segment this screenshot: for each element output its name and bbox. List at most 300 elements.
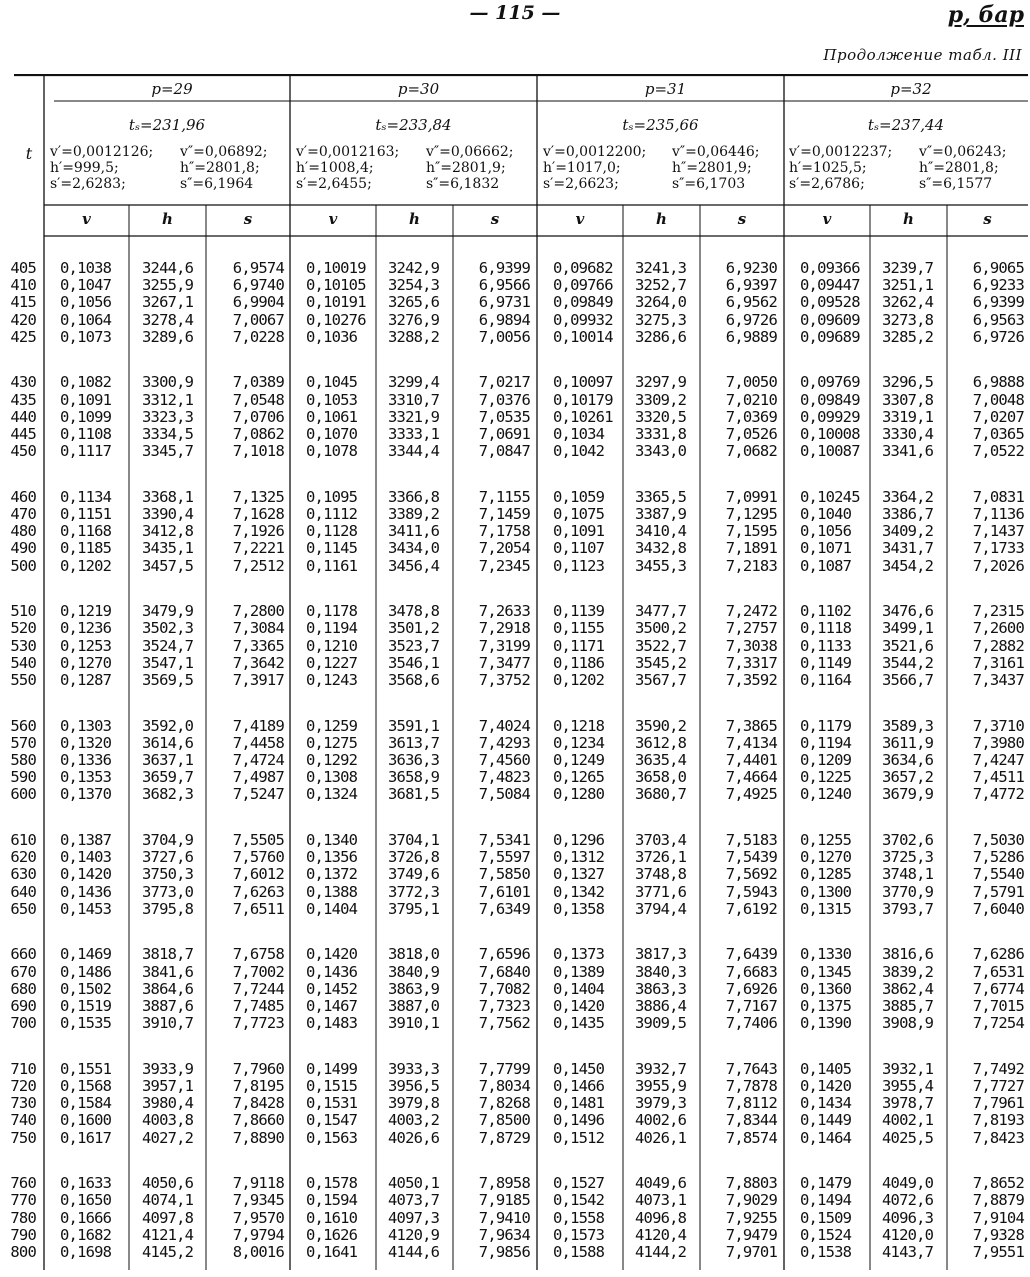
value-cell-h: 3432,8 <box>635 539 687 558</box>
value-cell-h: 3501,2 <box>388 619 440 638</box>
value-cell-s: 7,3161 <box>972 653 1024 672</box>
value-cell-h: 3500,2 <box>635 619 687 638</box>
value-cell-s: 7,2800 <box>232 602 284 621</box>
value-cell-h: 3262,4 <box>882 293 934 312</box>
value-cell-v: 0,1600 <box>60 1111 112 1130</box>
value-cell-s: 7,1325 <box>232 487 284 506</box>
value-cell-v: 0,1404 <box>553 979 605 998</box>
value-cell-s: 7,9104 <box>972 1208 1024 1227</box>
value-cell-h: 4003,2 <box>388 1111 440 1130</box>
value-cell-v: 0,1578 <box>306 1174 358 1193</box>
value-cell-v: 0,1091 <box>553 522 605 541</box>
value-cell-h: 3933,3 <box>388 1059 440 1078</box>
table-row <box>10 1225 1028 1244</box>
value-cell-h: 4121,4 <box>142 1225 194 1244</box>
value-cell-v: 0,1107 <box>553 539 605 558</box>
value-cell-h: 3839,2 <box>882 962 934 981</box>
value-cell-v: 0,1219 <box>60 602 112 621</box>
value-cell-h: 3365,5 <box>635 487 687 506</box>
value-cell-v: 0,1535 <box>60 1014 112 1033</box>
value-cell-s: 7,6439 <box>725 945 777 964</box>
value-cell-s: 7,6758 <box>232 945 284 964</box>
value-cell-h: 3908,9 <box>882 1014 934 1033</box>
value-cell-h: 3242,9 <box>388 259 440 277</box>
value-cell-s: 7,9794 <box>232 1225 284 1244</box>
value-cell-v: 0,1584 <box>60 1094 112 1113</box>
value-cell-v: 0,1249 <box>553 750 605 769</box>
table-row <box>10 1128 1028 1147</box>
value-cell-v: 0,10191 <box>306 293 366 312</box>
value-cell-v: 0,1270 <box>60 653 112 672</box>
value-cell-h: 4026,1 <box>635 1128 687 1147</box>
value-cell-s: 7,3710 <box>972 716 1024 735</box>
value-cell-v: 0,1236 <box>60 619 112 638</box>
table-row <box>10 882 1028 901</box>
temperature-cell: 490 <box>10 539 36 558</box>
value-cell-h: 3478,8 <box>388 602 440 621</box>
temperature-cell: 670 <box>10 962 36 981</box>
temperature-cell: 790 <box>10 1225 36 1244</box>
value-cell-v: 0,1139 <box>553 602 605 621</box>
value-cell-s: 6,9574 <box>232 259 284 277</box>
temperature-cell: 460 <box>10 487 36 506</box>
value-cell-v: 0,1403 <box>60 848 112 867</box>
table-row <box>10 276 1028 295</box>
row-group <box>10 1059 1028 1147</box>
value-cell-v: 0,10179 <box>553 390 613 409</box>
value-cell-s: 7,4511 <box>972 768 1024 787</box>
table-row <box>10 1174 1028 1193</box>
value-cell-v: 0,1486 <box>60 962 112 981</box>
value-cell-s: 7,8195 <box>232 1076 284 1095</box>
value-cell-s: 7,2221 <box>232 539 284 558</box>
value-cell-s: 7,4293 <box>478 733 530 752</box>
value-cell-s: 7,7799 <box>478 1059 530 1078</box>
value-cell-s: 7,3752 <box>478 670 530 689</box>
value-cell-s: 7,8958 <box>478 1174 530 1193</box>
temperature-cell: 530 <box>10 636 36 655</box>
value-cell-v: 0,1342 <box>553 882 605 901</box>
value-cell-h: 3330,4 <box>882 424 934 443</box>
value-cell-v: 0,10097 <box>553 373 613 392</box>
value-cell-s: 7,7082 <box>478 979 530 998</box>
value-cell-h: 3522,7 <box>635 636 687 655</box>
value-cell-v: 0,09366 <box>800 259 860 277</box>
value-cell-s: 7,8500 <box>478 1111 530 1130</box>
value-cell-v: 0,1327 <box>553 865 605 884</box>
column-header-v: v <box>822 210 832 228</box>
value-cell-v: 0,1259 <box>306 716 358 735</box>
value-cell-v: 0,1542 <box>553 1191 605 1210</box>
value-cell-v: 0,1275 <box>306 733 358 752</box>
value-cell-h: 3772,3 <box>388 882 440 901</box>
value-cell-v: 0,1034 <box>553 424 605 443</box>
temperature-cell: 415 <box>10 293 36 312</box>
temperature-cell: 510 <box>10 602 36 621</box>
value-cell-v: 0,1375 <box>800 996 852 1015</box>
value-cell-h: 3682,3 <box>142 785 194 804</box>
value-cell-h: 3679,9 <box>882 785 934 804</box>
temperature-cell: 760 <box>10 1174 36 1193</box>
value-cell-v: 0,09682 <box>553 259 613 277</box>
value-cell-s: 7,4925 <box>725 785 777 804</box>
value-cell-h: 3680,7 <box>635 785 687 804</box>
value-cell-h: 3300,9 <box>142 373 194 392</box>
value-cell-h: 4027,2 <box>142 1128 194 1147</box>
value-cell-v: 0,09929 <box>800 407 860 426</box>
value-cell-v: 0,1112 <box>306 504 358 523</box>
value-cell-s: 7,0535 <box>478 407 530 426</box>
table-row <box>10 1242 1028 1261</box>
value-cell-s: 7,6926 <box>725 979 777 998</box>
value-cell-v: 0,1194 <box>800 733 852 752</box>
value-cell-h: 3273,8 <box>882 310 934 329</box>
value-cell-h: 4144,6 <box>388 1242 440 1261</box>
value-cell-v: 0,1285 <box>800 865 852 884</box>
value-cell-h: 3477,7 <box>635 602 687 621</box>
saturation-temp-32: tₛ=237,44 <box>867 116 945 134</box>
value-cell-h: 3386,7 <box>882 504 934 523</box>
value-cell-v: 0,1036 <box>306 327 358 346</box>
value-cell-v: 0,1056 <box>800 522 852 541</box>
temperature-cell: 650 <box>10 899 36 918</box>
value-cell-s: 7,8574 <box>725 1128 777 1147</box>
value-cell-h: 3590,2 <box>635 716 687 735</box>
column-header-h: h <box>903 210 914 228</box>
value-cell-v: 0,1145 <box>306 539 358 558</box>
value-cell-h: 3254,3 <box>388 276 440 295</box>
value-cell-h: 3773,0 <box>142 882 194 901</box>
value-cell-v: 0,10014 <box>553 327 613 346</box>
value-cell-v: 0,1091 <box>60 390 112 409</box>
value-cell-h: 3795,1 <box>388 899 440 918</box>
value-cell-s: 7,0389 <box>232 373 284 392</box>
value-cell-v: 0,1073 <box>60 327 112 346</box>
value-cell-v: 0,1531 <box>306 1094 358 1113</box>
value-cell-s: 7,0050 <box>725 373 777 392</box>
value-cell-h: 3933,9 <box>142 1059 194 1078</box>
value-cell-v: 0,1370 <box>60 785 112 804</box>
value-cell-s: 7,3317 <box>725 653 777 672</box>
value-cell-s: 7,8423 <box>972 1128 1024 1147</box>
value-cell-s: 6,9399 <box>972 293 1024 312</box>
table-row <box>10 716 1028 735</box>
table-row <box>10 293 1028 312</box>
column-header-h: h <box>656 210 667 228</box>
value-cell-v: 0,1449 <box>800 1111 852 1130</box>
value-cell-h: 3251,1 <box>882 276 934 295</box>
value-cell-h: 3657,2 <box>882 768 934 787</box>
value-cell-h: 3265,6 <box>388 293 440 312</box>
temperature-cell: 590 <box>10 768 36 787</box>
value-cell-s: 7,1891 <box>725 539 777 558</box>
value-cell-h: 3613,7 <box>388 733 440 752</box>
value-cell-h: 4145,2 <box>142 1242 194 1261</box>
value-cell-h: 3241,3 <box>635 259 687 277</box>
temperature-cell: 540 <box>10 653 36 672</box>
temperature-cell: 610 <box>10 831 36 849</box>
row-group <box>10 373 1028 461</box>
table-row <box>10 1208 1028 1227</box>
temperature-cell: 410 <box>10 276 36 295</box>
value-cell-s: 7,6263 <box>232 882 284 901</box>
value-cell-s: 7,0056 <box>478 327 530 346</box>
value-cell-s: 7,1155 <box>478 487 530 506</box>
value-cell-h: 3333,1 <box>388 424 440 443</box>
saturation-left-32: v′=0,0012237; h′=1025,5; s′=2,6786; <box>789 144 893 192</box>
value-cell-h: 3980,4 <box>142 1094 194 1113</box>
value-cell-s: 7,3038 <box>725 636 777 655</box>
value-cell-s: 7,3917 <box>232 670 284 689</box>
value-cell-s: 7,8344 <box>725 1111 777 1130</box>
value-cell-h: 3366,8 <box>388 487 440 506</box>
value-cell-s: 7,5850 <box>478 865 530 884</box>
temperature-cell: 500 <box>10 556 36 575</box>
value-cell-s: 7,7323 <box>478 996 530 1015</box>
value-cell-s: 7,8803 <box>725 1174 777 1193</box>
value-cell-v: 0,1303 <box>60 716 112 735</box>
value-cell-v: 0,1087 <box>800 556 852 575</box>
value-cell-h: 3244,6 <box>142 259 194 277</box>
value-cell-s: 7,4134 <box>725 733 777 752</box>
value-cell-v: 0,1315 <box>800 899 852 918</box>
table-row <box>10 407 1028 426</box>
column-header-s: s <box>737 210 747 228</box>
temperature-cell: 710 <box>10 1059 36 1078</box>
table-row <box>10 1191 1028 1210</box>
temperature-cell: 730 <box>10 1094 36 1113</box>
value-cell-v: 0,09849 <box>553 293 613 312</box>
value-cell-v: 0,1227 <box>306 653 358 672</box>
temperature-cell: 450 <box>10 442 36 461</box>
value-cell-v: 0,1373 <box>553 945 605 964</box>
value-cell-v: 0,1420 <box>60 865 112 884</box>
value-cell-s: 7,7167 <box>725 996 777 1015</box>
value-cell-h: 3659,7 <box>142 768 194 787</box>
value-cell-v: 0,1296 <box>553 831 605 849</box>
saturation-left-31: v′=0,0012200; h′=1017,0; s′=2,6623; <box>543 144 647 192</box>
value-cell-h: 4003,8 <box>142 1111 194 1130</box>
value-cell-v: 0,1047 <box>60 276 112 295</box>
value-cell-v: 0,1265 <box>553 768 605 787</box>
value-cell-s: 7,7492 <box>972 1059 1024 1078</box>
unit-label: p, бар <box>947 2 1024 28</box>
value-cell-h: 3321,9 <box>388 407 440 426</box>
value-cell-s: 7,9570 <box>232 1208 284 1227</box>
value-cell-v: 0,1218 <box>553 716 605 735</box>
value-cell-s: 7,0522 <box>972 442 1024 461</box>
value-cell-v: 0,09447 <box>800 276 860 295</box>
row-group <box>10 831 1028 918</box>
value-cell-v: 0,1059 <box>553 487 605 506</box>
value-cell-v: 0,1356 <box>306 848 358 867</box>
value-cell-v: 0,1040 <box>800 504 852 523</box>
value-cell-v: 0,1360 <box>800 979 852 998</box>
value-cell-s: 7,9118 <box>232 1174 284 1193</box>
value-cell-s: 7,1628 <box>232 504 284 523</box>
value-cell-v: 0,1594 <box>306 1191 358 1210</box>
value-cell-v: 0,10105 <box>306 276 366 295</box>
value-cell-s: 7,7244 <box>232 979 284 998</box>
temperature-cell: 770 <box>10 1191 36 1210</box>
value-cell-s: 7,7961 <box>972 1094 1024 1113</box>
value-cell-h: 3770,9 <box>882 882 934 901</box>
column-header-s: s <box>243 210 253 228</box>
value-cell-h: 3285,2 <box>882 327 934 346</box>
value-cell-v: 0,1641 <box>306 1242 358 1261</box>
value-cell-v: 0,1405 <box>800 1059 852 1078</box>
value-cell-v: 0,1171 <box>553 636 605 655</box>
value-cell-h: 3681,5 <box>388 785 440 804</box>
value-cell-s: 7,0548 <box>232 390 284 409</box>
temperature-cell: 600 <box>10 785 36 804</box>
value-cell-v: 0,1340 <box>306 831 358 849</box>
value-cell-h: 3635,4 <box>635 750 687 769</box>
value-cell-v: 0,1420 <box>800 1076 852 1095</box>
table-row <box>10 865 1028 884</box>
value-cell-h: 3840,9 <box>388 962 440 981</box>
value-cell-h: 3307,8 <box>882 390 934 409</box>
value-cell-v: 0,1133 <box>800 636 852 655</box>
value-cell-v: 0,1280 <box>553 785 605 804</box>
value-cell-h: 3750,3 <box>142 865 194 884</box>
value-cell-s: 7,2345 <box>478 556 530 575</box>
value-cell-v: 0,09849 <box>800 390 860 409</box>
value-cell-s: 7,3199 <box>478 636 530 655</box>
value-cell-s: 7,6286 <box>972 945 1024 964</box>
value-cell-s: 6,9399 <box>478 259 530 277</box>
table-row <box>10 310 1028 329</box>
value-cell-v: 0,1466 <box>553 1076 605 1095</box>
value-cell-h: 3546,1 <box>388 653 440 672</box>
value-cell-h: 3319,1 <box>882 407 934 426</box>
value-cell-s: 7,8660 <box>232 1111 284 1130</box>
value-cell-s: 7,6531 <box>972 962 1024 981</box>
value-cell-s: 7,6192 <box>725 899 777 918</box>
table-row <box>10 487 1028 506</box>
value-cell-s: 7,0691 <box>478 424 530 443</box>
column-header-h: h <box>162 210 173 228</box>
temperature-cell: 560 <box>10 716 36 735</box>
row-group <box>10 602 1028 689</box>
value-cell-s: 7,7643 <box>725 1059 777 1078</box>
value-cell-s: 7,8193 <box>972 1111 1024 1130</box>
value-cell-v: 0,1118 <box>800 619 852 638</box>
value-cell-s: 7,0526 <box>725 424 777 443</box>
value-cell-h: 3886,4 <box>635 996 687 1015</box>
value-cell-s: 7,0847 <box>478 442 530 461</box>
value-cell-h: 3862,4 <box>882 979 934 998</box>
value-cell-h: 4049,0 <box>882 1174 934 1193</box>
value-cell-v: 0,09769 <box>800 373 860 392</box>
value-cell-s: 7,7878 <box>725 1076 777 1095</box>
value-cell-v: 0,1099 <box>60 407 112 426</box>
saturation-temp-29: tₛ=231,96 <box>128 116 206 134</box>
value-cell-h: 3569,5 <box>142 670 194 689</box>
value-cell-h: 3771,6 <box>635 882 687 901</box>
value-cell-s: 7,5791 <box>972 882 1024 901</box>
value-cell-s: 7,1926 <box>232 522 284 541</box>
pressure-header-29: p=29 <box>151 80 193 98</box>
value-cell-s: 7,6683 <box>725 962 777 981</box>
temperature-cell: 660 <box>10 945 36 964</box>
value-cell-v: 0,1499 <box>306 1059 358 1078</box>
value-cell-s: 7,1018 <box>232 442 284 461</box>
table-row <box>10 636 1028 655</box>
value-cell-v: 0,1194 <box>306 619 358 638</box>
value-cell-s: 7,9701 <box>725 1242 777 1261</box>
value-cell-v: 0,1389 <box>553 962 605 981</box>
value-cell-h: 4096,8 <box>635 1208 687 1227</box>
value-cell-h: 3589,3 <box>882 716 934 735</box>
value-cell-v: 0,1045 <box>306 373 358 392</box>
value-cell-h: 3566,7 <box>882 670 934 689</box>
value-cell-v: 0,1420 <box>553 996 605 1015</box>
value-cell-h: 3704,9 <box>142 831 194 849</box>
value-cell-v: 0,1496 <box>553 1111 605 1130</box>
value-cell-v: 0,09689 <box>800 327 860 346</box>
temperature-cell: 740 <box>10 1111 36 1130</box>
value-cell-v: 0,1481 <box>553 1094 605 1113</box>
value-cell-h: 4026,6 <box>388 1128 440 1147</box>
value-cell-h: 3568,6 <box>388 670 440 689</box>
value-cell-s: 7,8428 <box>232 1094 284 1113</box>
value-cell-v: 0,1450 <box>553 1059 605 1078</box>
value-cell-v: 0,1563 <box>306 1128 358 1147</box>
value-cell-v: 0,10008 <box>800 424 860 443</box>
value-cell-v: 0,1075 <box>553 504 605 523</box>
value-cell-s: 7,7002 <box>232 962 284 981</box>
value-cell-v: 0,1095 <box>306 487 358 506</box>
value-cell-h: 3334,5 <box>142 424 194 443</box>
value-cell-s: 7,5286 <box>972 848 1024 867</box>
value-cell-s: 7,4772 <box>972 785 1024 804</box>
value-cell-h: 3323,3 <box>142 407 194 426</box>
value-cell-h: 3345,7 <box>142 442 194 461</box>
value-cell-s: 6,9726 <box>725 310 777 329</box>
value-cell-s: 7,4024 <box>478 716 530 735</box>
value-cell-s: 6,9065 <box>972 259 1024 277</box>
value-cell-s: 7,7562 <box>478 1014 530 1033</box>
table-row <box>10 373 1028 392</box>
value-cell-s: 7,0682 <box>725 442 777 461</box>
table-row <box>10 327 1028 346</box>
value-cell-s: 7,6349 <box>478 899 530 918</box>
value-cell-s: 7,0369 <box>725 407 777 426</box>
temperature-cell: 480 <box>10 522 36 541</box>
value-cell-h: 3726,8 <box>388 848 440 867</box>
value-cell-h: 3725,3 <box>882 848 934 867</box>
value-cell-h: 3748,1 <box>882 865 934 884</box>
value-cell-s: 7,9185 <box>478 1191 530 1210</box>
value-cell-h: 3276,9 <box>388 310 440 329</box>
value-cell-s: 7,0365 <box>972 424 1024 443</box>
table-row <box>10 1014 1028 1033</box>
value-cell-v: 0,1524 <box>800 1225 852 1244</box>
value-cell-s: 7,9856 <box>478 1242 530 1261</box>
value-cell-s: 7,4247 <box>972 750 1024 769</box>
temperature-cell: 640 <box>10 882 36 901</box>
value-cell-h: 3289,6 <box>142 327 194 346</box>
value-cell-v: 0,1588 <box>553 1242 605 1261</box>
temperature-cell: 430 <box>10 373 36 392</box>
table-row <box>10 1094 1028 1113</box>
value-cell-v: 0,1038 <box>60 259 112 277</box>
value-cell-h: 3910,1 <box>388 1014 440 1033</box>
value-cell-v: 0,1056 <box>60 293 112 312</box>
value-cell-h: 3818,7 <box>142 945 194 964</box>
value-cell-s: 7,0831 <box>972 487 1024 506</box>
